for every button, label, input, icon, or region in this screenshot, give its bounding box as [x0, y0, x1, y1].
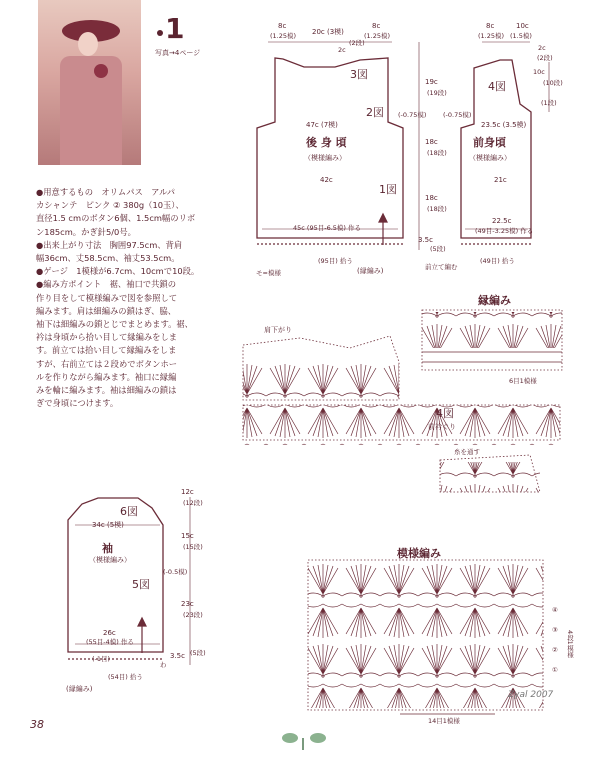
instruction-line: 幅36cm、丈58.5cm、袖丈53.5cm。 [36, 253, 180, 264]
sleeve-trim: (縁編み) [66, 685, 93, 693]
neck-label: 前衿ぐり [428, 423, 456, 431]
back-pattern-key: モ=模様 [256, 269, 281, 277]
instruction-line: ルを作りながら編みます。袖口に縁編 [36, 371, 177, 382]
front-dim: (1.5模) [510, 32, 532, 40]
sleeve-bottom: (55目-4模) 作る [86, 638, 134, 646]
sleeve-ring: わ [160, 661, 167, 669]
edging-repeat: 6目1模様 [509, 377, 537, 385]
front-neck: (2段) [537, 54, 553, 62]
front-dim: 10c [516, 22, 529, 30]
instruction-line: 袖下は細編みの鎖とじでまとめます。裾、 [36, 319, 193, 330]
sleeve-fig5: 5図 [132, 578, 150, 591]
front-subtitle: （模様編み） [469, 154, 511, 162]
sleeve-dim: 12c [181, 488, 194, 496]
side-dim: 18c [425, 194, 438, 202]
instruction-line: ●ゲージ 1模様が6.7cm、10cmで10段。 [36, 266, 200, 277]
sleeve-dim: (12段) [183, 499, 203, 507]
back-dim: (1.25模) [270, 32, 297, 40]
side-dim: 19c [425, 78, 438, 86]
back-dim: 8c [278, 22, 287, 30]
front-neck: 2c [538, 44, 546, 52]
instruction-line: ●出来上がり寸法 胸囲97.5cm、背肩 [36, 239, 183, 250]
front-hem1: 22.5c [492, 217, 512, 225]
instruction-line: 衿は身頃から拾い目して縁編みをしま [36, 332, 178, 343]
instruction-line: ●用意するもの オリムパス アルパ [36, 187, 176, 197]
photo-reference: 写真→4ページ [155, 49, 201, 57]
sleeve-dim: 23c [181, 600, 194, 608]
thread-note: 糸を通す [454, 448, 480, 456]
side-dim: (18段) [427, 205, 447, 213]
sprout-decoration [282, 733, 326, 750]
sleeve-title: 袖 [102, 542, 113, 555]
front-button-band: 前立て編む [425, 263, 458, 271]
side-dim: (19段) [427, 89, 447, 97]
sleeve-dim: (5段) [190, 649, 206, 657]
instruction-line: す。前立ては拾い目して縁編みをしま [36, 345, 177, 356]
side-dim: 18c [425, 138, 438, 146]
row-num: ② [552, 646, 558, 654]
instruction-line: みを輪に編みます。袖は細編みの鎖は [36, 385, 177, 396]
back-fig3: 3図 [350, 68, 368, 81]
side-dim: (18段) [427, 149, 447, 157]
instruction-line: カシャンテ ピンク ② 380g（10玉）、 [36, 200, 184, 211]
edging-chart [422, 310, 562, 370]
sleeve-fig6: 6図 [120, 505, 138, 518]
back-width: 47c (7模) [306, 121, 338, 129]
back-body-outline [257, 58, 403, 244]
sleeve-bottom: 26c [103, 629, 116, 637]
instruction-line: ●編み方ポイント 裾、袖口で共鎖の [36, 279, 176, 290]
instruction-line: すが、右前立ては２段めでボタンホー [36, 358, 178, 369]
front-title: 前身頃 [473, 136, 506, 149]
back-title: 後 身 頃 [306, 136, 347, 149]
sleeve-top: 34c (5模) [92, 521, 124, 529]
front-hem2: (49目-3.25模) 作る [475, 227, 534, 235]
instruction-line: ぎで身頃につけます。 [36, 398, 119, 409]
instruction-line: ン185cm。かぎ針5/0号。 [36, 226, 136, 237]
sleeve-dim: 15c [181, 532, 194, 540]
row-num: ③ [552, 626, 558, 634]
front-width1: 23.5c (3.5模) [481, 121, 527, 129]
row-num: ① [552, 666, 558, 674]
edging-label: 縁編み [478, 294, 511, 307]
sleeve-dim: 3.5c [170, 652, 185, 660]
back-fig2: 2図 [366, 106, 384, 119]
sleeve-subtitle: （模様編み） [89, 556, 131, 564]
front-hem3: (49目) 拾う [480, 257, 515, 265]
watermark: Zyal 2007 [508, 690, 554, 700]
side-dec: (-0.75模) [443, 111, 472, 119]
side-dec: (-0.75模) [398, 111, 427, 119]
back-trim: (縁編み) [357, 267, 384, 275]
row-repeat: 4段1模様 [566, 630, 574, 658]
front-width2: 21c [494, 176, 507, 184]
sleeve-bottom: (-1目) [92, 655, 111, 663]
side-dim: 3.5c [418, 236, 433, 244]
back-fig1: 1図 [379, 183, 397, 196]
pattern-number: 1 [165, 12, 185, 45]
front-dim: 8c [486, 22, 495, 30]
back-dim: (1.25模) [364, 32, 391, 40]
sleeve-dim: (23段) [183, 611, 203, 619]
instruction-line: 編みます。肩は細編みの鎖はぎ、脇、 [36, 305, 177, 316]
pattern-repeat: 14目1模様 [428, 717, 460, 725]
front-neck: (1段) [541, 99, 557, 107]
shoulder-label: 肩下がり [264, 326, 292, 334]
front-neck: 10c [533, 68, 545, 76]
back-neck-dim: 2c [338, 46, 346, 54]
sleeve-bottom: (54目) 拾う [108, 673, 143, 681]
row-num: ④ [552, 606, 558, 614]
back-width2: 42c [320, 176, 333, 184]
back-subtitle: （模様編み） [304, 154, 346, 162]
back-neck-dim: (2段) [349, 39, 365, 47]
front-dim: (1.25模) [478, 32, 505, 40]
front-fig4: 4図 [488, 80, 506, 93]
shoulder-chart [243, 336, 560, 492]
back-dim: 20c (3模) [312, 28, 344, 36]
back-hem: 45c (95目-6.5模) 作る [293, 224, 362, 232]
chart-fig4: 4図 [436, 407, 454, 420]
back-dim: 8c [372, 22, 381, 30]
sleeve-dim: (15段) [183, 543, 203, 551]
page-number: 38 [30, 718, 44, 731]
back-hem2: (95目) 拾う [318, 257, 353, 265]
sleeve-dec: (-0.5模) [163, 568, 188, 576]
front-neck: (10段) [543, 79, 563, 87]
instruction-line: 作り目をして模様編みで図を参照して [36, 292, 178, 303]
instruction-line: 直径1.5 cmのボタン6個、1.5cm幅のリボ [36, 213, 196, 224]
side-dim: (5段) [430, 245, 446, 253]
pattern-label: 模様編み [397, 547, 441, 560]
